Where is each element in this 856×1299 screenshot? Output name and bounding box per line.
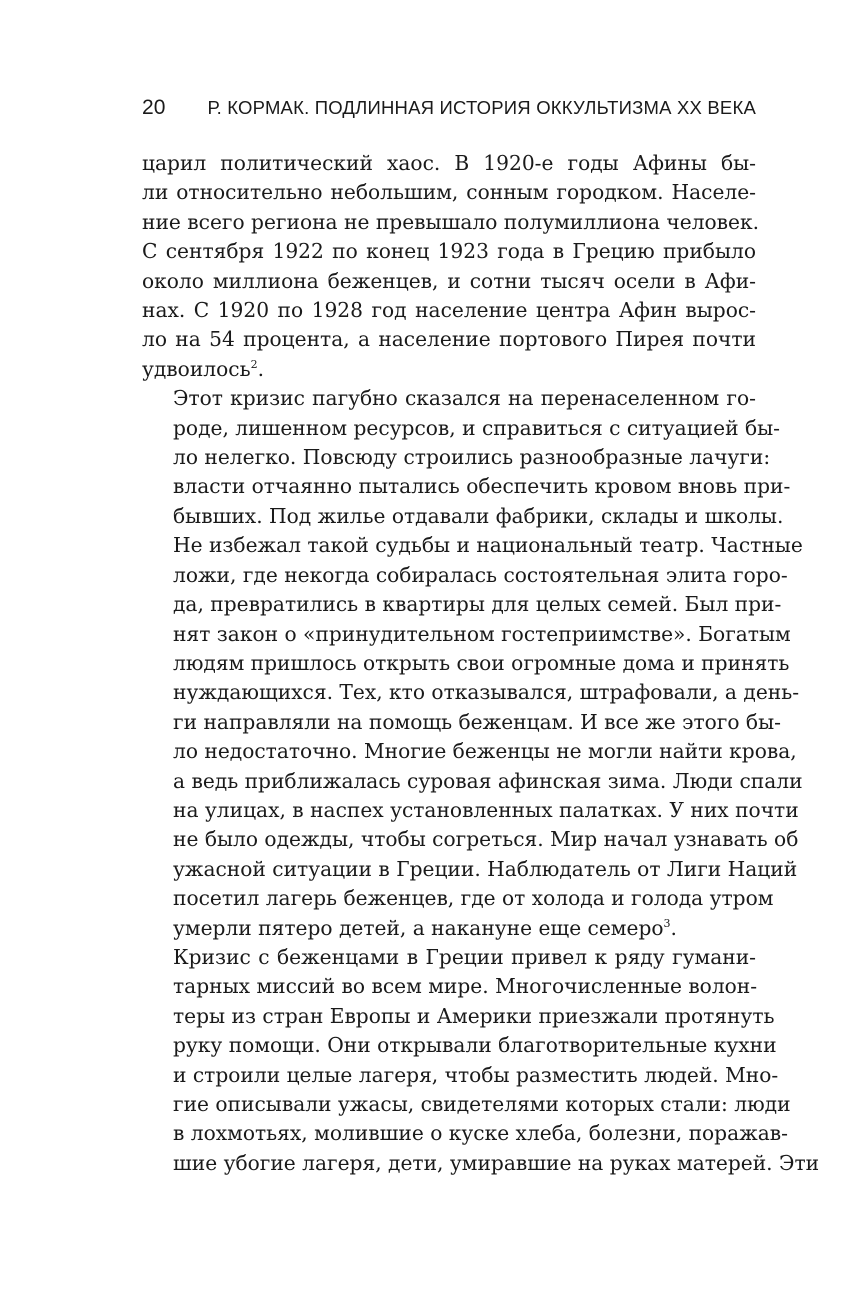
text-line: руку помощи. Они открывали благотворительные кухни (173, 1033, 777, 1058)
text-line: умерли пятеро детей, а накануне еще семеро (173, 915, 664, 940)
sentence-end: . (670, 915, 677, 940)
footnote-marker: 3 (663, 916, 671, 930)
text-line: ло нелегко. Повсюду строились разнообразные лачуги: (173, 445, 771, 470)
text-line: и строили целые лагеря, чтобы разместить людей. Мно- (173, 1062, 779, 1087)
text-line: ние всего региона не превышало полумиллиона человек. (142, 209, 760, 234)
text-line: ги направляли на помощь беженцам. И все же этого бы- (173, 709, 781, 734)
page-number: 20 (142, 96, 166, 119)
body-text (142, 149, 820, 1178)
text-line: шие убогие лагеря, дети, умиравшие на руках матерей. Эти (173, 1150, 820, 1175)
text-line: в лохмотьях, молившие о куске хлеба, болезни, поражав- (173, 1121, 788, 1146)
paragraph-1 (142, 149, 760, 384)
running-head-title: Р. КОРМАК. ПОДЛИННАЯ ИСТОРИЯ ОККУЛЬТИЗМА XX ВЕКА (207, 97, 756, 118)
text-line: власти отчаянно пытались обеспечить кровом вновь при- (173, 474, 791, 499)
text-line: ложи, где некогда собиралась состоятельная элита горо- (173, 562, 788, 587)
text-line: Этот кризис пагубно сказался на перенаселенном го- (173, 386, 756, 411)
text-line: роде, лишенном ресурсов, и справиться с ситуацией бы- (173, 415, 780, 440)
text-line: гие описывали ужасы, свидетелями которых стали: люди (173, 1092, 791, 1116)
paragraph-3 (142, 943, 820, 1178)
text-line: Не избежал такой судьбы и национальный театр. Частные (173, 533, 803, 558)
text-line: нят закон о «принудительном гостеприимстве». Богатым (173, 621, 791, 646)
footnote-marker: 2 (250, 357, 258, 371)
text-line: ли относительно небольшим, сонным городком. Населе- (142, 180, 756, 205)
text-line: около миллиона беженцев, и сотни тысяч осели в Афи- (142, 268, 756, 293)
text-line: а ведь приближалась суровая афинская зима. Люди спали (173, 768, 803, 793)
text-line: ужасной ситуации в Греции. Наблюдатель от Лиги Наций (173, 856, 798, 881)
text-line: царил политический хаос. В 1920-е годы Афины бы- (142, 151, 756, 175)
text-line: нах. С 1920 по 1928 год население центра Афин вырос- (142, 298, 756, 323)
text-line: удвоилось (142, 356, 251, 381)
text-line: ло недостаточно. Многие беженцы не могли найти крова, (173, 739, 797, 764)
sentence-end: . (257, 356, 264, 381)
text-line: людям пришлось открыть свои огромные дома и принять (173, 650, 790, 675)
text-line-last (142, 355, 756, 384)
text-line: теры из стран Европы и Америки приезжали протянуть (173, 1003, 775, 1028)
text-line: не было одежды, чтобы согреться. Мир начал узнавать об (173, 827, 799, 852)
text-line: нуждающихся. Тех, кто отказывался, штрафовали, а день- (173, 680, 800, 705)
running-head (142, 96, 756, 130)
text-line: бывших. Под жилье отдавали фабрики, склады и школы. (173, 503, 784, 528)
text-line-last (142, 914, 756, 943)
text-line: да, превратились в квартиры для целых семей. Был при- (173, 592, 782, 617)
paragraph-2 (142, 384, 803, 943)
text-line: С сентября 1922 по конец 1923 года в Грецию прибыло (142, 239, 756, 264)
text-line: тарных миссий во всем мире. Многочисленные волон- (173, 974, 758, 999)
text-line: Кризис с беженцами в Греции привел к ряду гумани- (173, 944, 756, 969)
book-page (142, 96, 820, 1178)
text-line: ло на 54 процента, а население портового Пирея почти (142, 327, 756, 352)
text-line: на улицах, в наспех установленных палатках. У них почти (173, 797, 799, 822)
text-line: посетил лагерь беженцев, где от холода и голода утром (173, 886, 774, 911)
